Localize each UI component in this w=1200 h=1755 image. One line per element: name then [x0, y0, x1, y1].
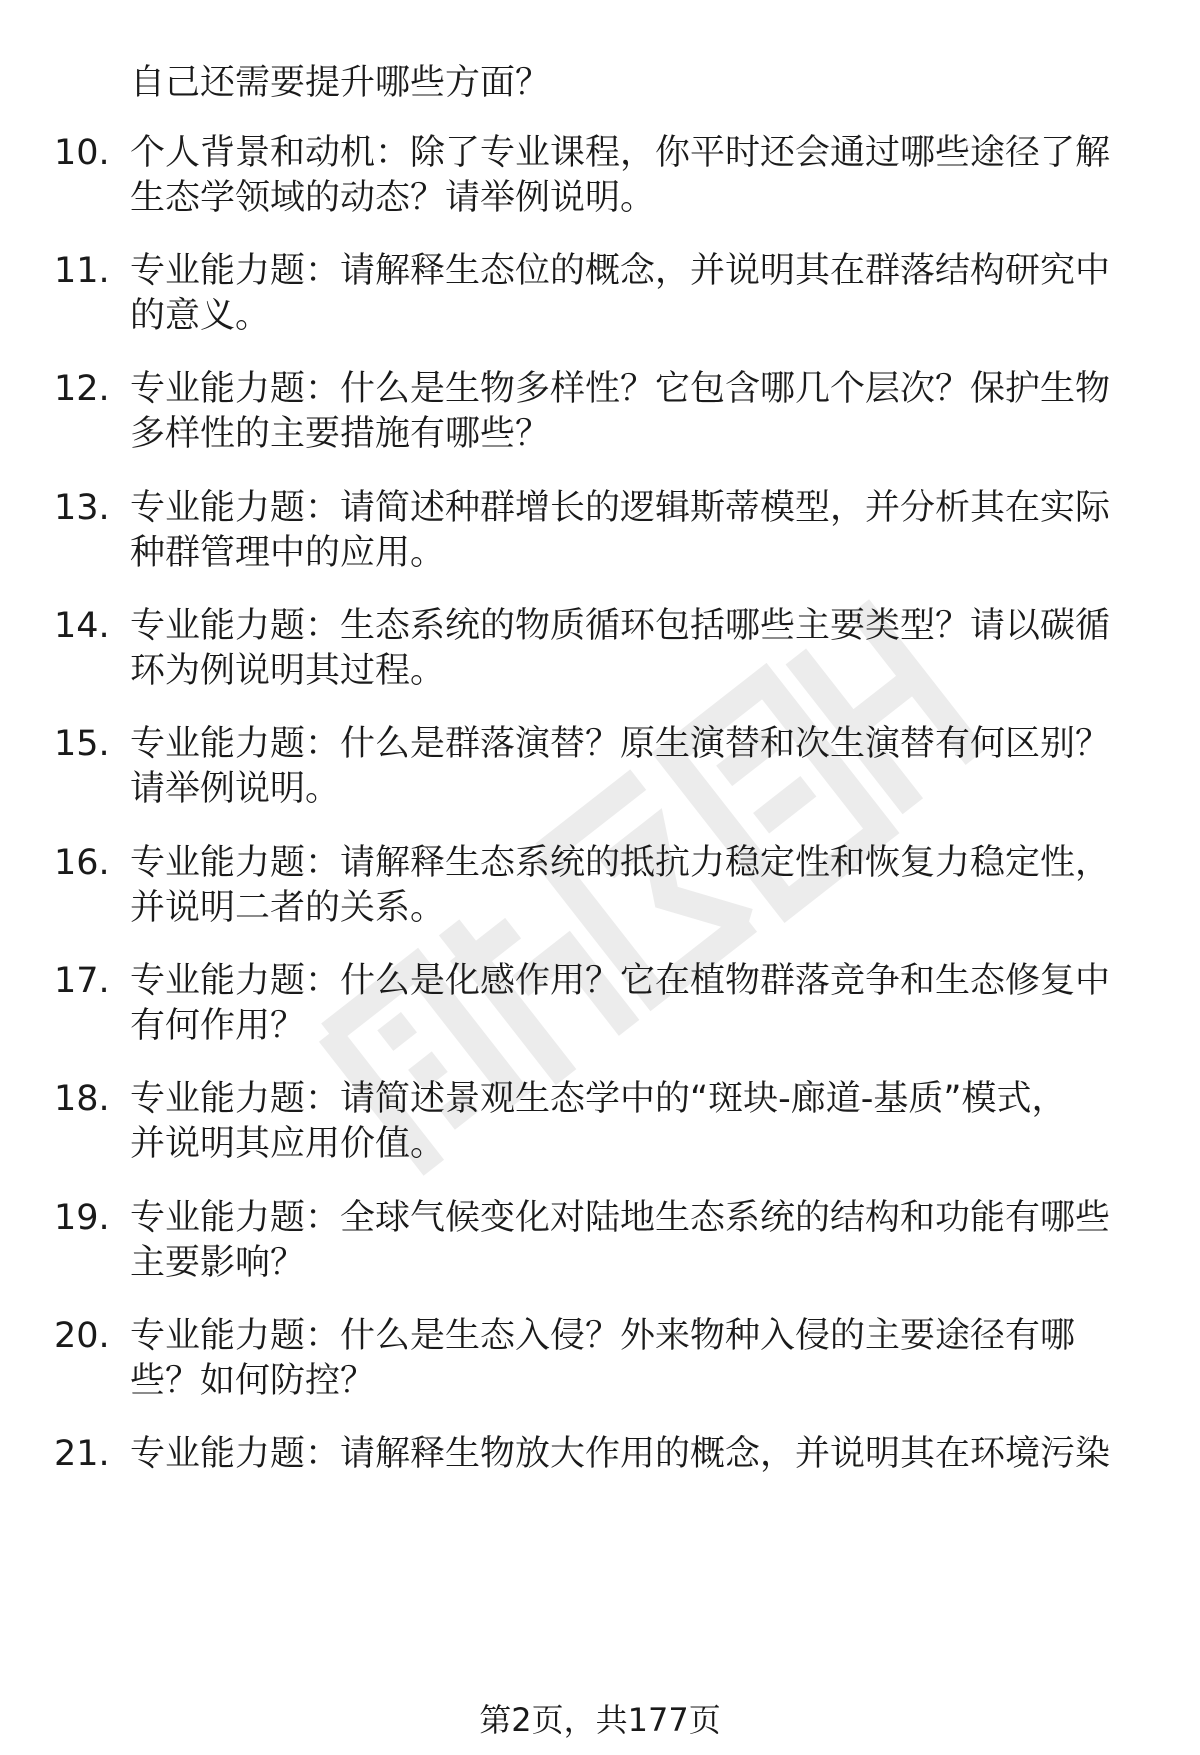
question-number: 14.	[54, 606, 110, 646]
question-number: 17.	[54, 961, 110, 1001]
question-number: 18.	[54, 1079, 110, 1119]
question-number: 15.	[54, 724, 110, 764]
question-number: 20.	[54, 1316, 110, 1356]
question-text-line: 主要影响？	[130, 1243, 306, 1283]
question-number: 10.	[54, 133, 110, 173]
question-text-line: 的意义。	[130, 296, 271, 336]
question-text-line: 请举例说明。	[130, 769, 341, 809]
question-text-line: 专业能力题：什么是群落演替？原生演替和次生演替有何区别？	[130, 724, 1111, 764]
question-text-line: 专业能力题：请解释生态位的概念，并说明其在群落结构研究中	[130, 251, 1111, 291]
question-number: 13.	[54, 488, 110, 528]
question-text-line: 多样性的主要措施有哪些？	[130, 414, 551, 454]
question-text-line: 个人背景和动机：除了专业课程，你平时还会通过哪些途径了解	[130, 133, 1111, 173]
question-text-line: 生态学领域的动态？请举例说明。	[130, 178, 656, 218]
question-text-line: 种群管理中的应用。	[130, 533, 446, 573]
question-text-line: 并说明其应用价值。	[130, 1124, 446, 1164]
question-number: 16.	[54, 843, 110, 883]
question-text-line: 专业能力题：什么是生态入侵？外来物种入侵的主要途径有哪	[130, 1316, 1076, 1356]
question-text-line: 专业能力题：全球气候变化对陆地生态系统的结构和功能有哪些	[130, 1198, 1111, 1238]
question-text-line: 专业能力题：请简述种群增长的逻辑斯蒂模型，并分析其在实际	[130, 488, 1111, 528]
question-text-line: 专业能力题：请解释生物放大作用的概念，并说明其在环境污染	[130, 1434, 1111, 1474]
question-number: 11.	[54, 251, 110, 291]
question-text-line: 有何作用？	[130, 1006, 306, 1046]
question-text-line: 专业能力题：请解释生态系统的抵抗力稳定性和恢复力稳定性，	[130, 843, 1111, 883]
question-number: 12.	[54, 369, 110, 409]
question-text-line: 专业能力题：生态系统的物质循环包括哪些主要类型？请以碳循	[130, 606, 1111, 646]
question-number: 19.	[54, 1198, 110, 1238]
question-text-line: 专业能力题：什么是化感作用？它在植物群落竞争和生态修复中	[130, 961, 1111, 1001]
question-text-line: 并说明二者的关系。	[130, 888, 446, 928]
question-number: 21.	[54, 1434, 110, 1474]
question-text-line: 专业能力题：什么是生物多样性？它包含哪几个层次？保护生物	[130, 369, 1111, 409]
continuation-line: 自己还需要提升哪些方面？	[130, 63, 551, 103]
page-footer: 第2页，共177页	[479, 1701, 721, 1739]
question-text-line: 环为例说明其过程。	[130, 651, 446, 691]
question-text-line: 专业能力题：请简述景观生态学中的“斑块-廊道-基质”模式，	[130, 1079, 1067, 1119]
question-text-line: 些？如何防控？	[130, 1361, 376, 1401]
